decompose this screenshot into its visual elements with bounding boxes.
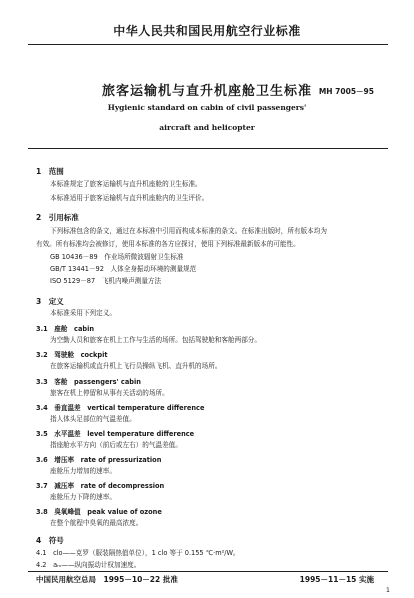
- definition-term: 3.8 臭氧峰值 peak value of ozone: [36, 508, 162, 516]
- section-2-paragraph: 下列标准包含的条文，通过在本标准中引用而构成本标准的条文。在标准出版时，所有版本均为: [50, 227, 327, 235]
- definition-term: 3.4 垂直温差 vertical temperature difference: [36, 404, 205, 412]
- section-1-paragraph: 本标准适用于旅客运输机与直升机座舱内的卫生评价。: [50, 194, 209, 202]
- reference-item: GB 10436－89 作业场所微波辐射卫生标准: [50, 253, 184, 261]
- reference-item: ISO 5129－87 飞机内噪声测量方法: [50, 277, 162, 285]
- definition-term: 3.6 增压率 rate of pressurization: [36, 456, 162, 464]
- definition-term: 3.3 客舱 passengers' cabin: [36, 378, 141, 386]
- approval-line: 中国民用航空总局 1995－10－22 批准: [36, 575, 178, 584]
- section-1-paragraph: 本标准规定了旅客运输机与直升机座舱的卫生标准。: [50, 180, 202, 188]
- page-number: 1: [385, 586, 390, 594]
- definition-desc: 在旅客运输机或直升机上飞行员操纵飞机、直升机的场所。: [50, 362, 222, 370]
- reference-item: GB/T 13441－92 人体全身振动环境的测量规范: [50, 265, 197, 273]
- definition-desc: 为空勤人员和旅客在机上工作与生活的场所。包括驾驶舱和客舱两部分。: [50, 336, 261, 344]
- section-1-heading: 1 范围: [36, 167, 64, 176]
- section-2-paragraph: 有效。所有标准均会被修订，使用本标准的各方应探讨，使用下列标准最新版本的可能性。: [36, 240, 300, 248]
- definition-term: 3.7 减压率 rate of decompression: [36, 482, 165, 490]
- definition-desc: 旅客在机上停留和从事有关活动的场所。: [50, 389, 169, 397]
- document-title-cn: 旅客运输机与直升机座舱卫生标准: [101, 84, 312, 99]
- section-2-heading: 2 引用标准: [36, 213, 79, 222]
- definition-term: 3.5 水平温差 level temperature difference: [36, 430, 195, 438]
- definition-desc: 在整个航程中臭氧的最高浓度。: [50, 519, 143, 527]
- definition-desc: 座舱压力下降的速率。: [50, 493, 116, 501]
- header-divider: [28, 44, 388, 45]
- definition-desc: 指人体头足部位的气温差值。: [50, 415, 136, 423]
- document-title-en-line2: aircraft and helicopter: [159, 123, 255, 132]
- definition-desc: 指座舱水平方向（前后或左右）的气温差值。: [50, 441, 182, 449]
- definition-desc: 座舱压力增加的速率。: [50, 467, 116, 475]
- section-3-heading: 3 定义: [36, 297, 64, 306]
- section-3-intro: 本标准采用下列定义。: [50, 309, 116, 317]
- definition-term: 3.2 驾驶舱 cockpit: [36, 351, 108, 359]
- title-divider: [28, 148, 388, 149]
- standard-number: MH 7005－95: [318, 87, 374, 96]
- document-title-en-line1: Hygienic standard on cabin of civil passengers': [107, 103, 307, 112]
- footer-divider: [28, 571, 388, 572]
- symbol-item: 4.2 aₘ——纵向振动计权加速度。: [36, 561, 141, 569]
- section-4-heading: 4 符号: [36, 536, 64, 545]
- symbol-item: 4.1 clo——克罗（服装隔热值单位），1 clo 等于 0.155 ℃·m²/W。: [36, 549, 240, 557]
- implementation-date: 1995－11－15 实施: [299, 575, 374, 584]
- definition-term: 3.1 座舱 cabin: [36, 325, 95, 333]
- industry-standard-heading: 中华人民共和国民用航空行业标准: [113, 24, 301, 38]
